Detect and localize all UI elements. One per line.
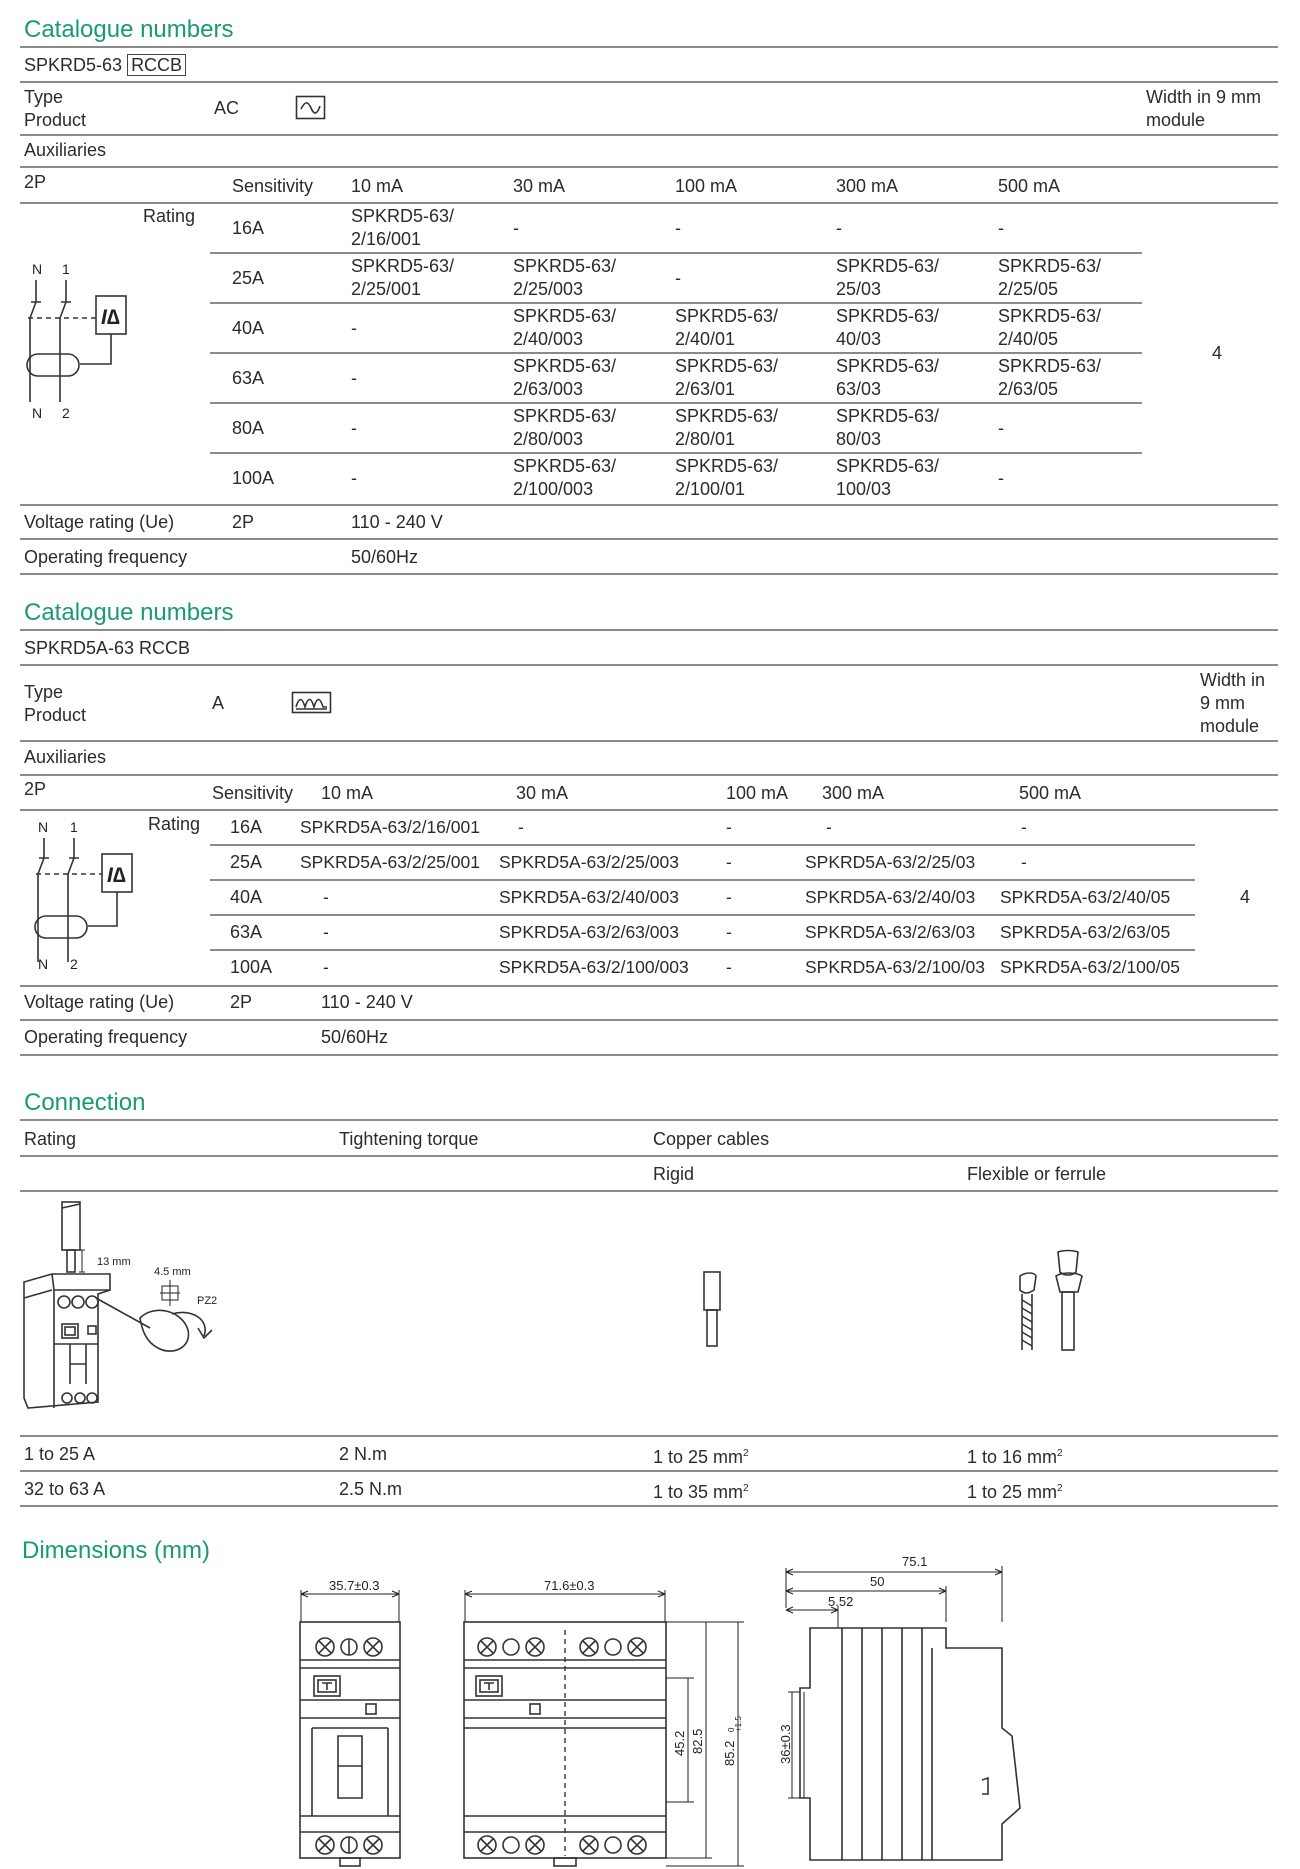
connection-rating-value: 32 to 63 A <box>24 1479 106 1499</box>
width-4p-label: 71.6±0.3 <box>544 1578 595 1593</box>
section1-cell: 2/100/003 <box>513 479 594 499</box>
section2-cell: - <box>726 957 732 977</box>
section1-cell: SPKRD5-63/ <box>513 306 617 326</box>
section2-model: SPKRD5A-63 RCCB <box>24 638 191 658</box>
section2-voltage-label: Voltage rating (Ue) <box>24 992 175 1012</box>
section1-sensitivity-0: 10 mA <box>351 176 404 196</box>
front-view-2p-drawing <box>298 1576 408 1869</box>
section2-poles: 2P <box>24 779 47 799</box>
section1-cell: - <box>998 418 1004 438</box>
section2-cell: SPKRD5A-63/2/100/003 <box>499 957 689 977</box>
section2-sensitivity-3: 300 mA <box>822 783 885 803</box>
idelta-symbol: I∆ <box>107 864 126 887</box>
section2-type-value: A <box>212 693 225 713</box>
section1-cell: SPKRD5-63/ <box>675 406 779 426</box>
section2-cell: - <box>726 922 732 942</box>
connection-torque-label: Tightening torque <box>339 1129 479 1149</box>
section2-sensitivity-label: Sensitivity <box>212 783 294 803</box>
section1-wiring-diagram <box>24 262 134 422</box>
section1-width-value: 4 <box>1212 343 1223 363</box>
flexible-section-text: 1 to 16 mm <box>967 1447 1058 1467</box>
rigid-section-text: 1 to 35 mm <box>653 1482 744 1502</box>
section1-cell: - <box>351 368 357 388</box>
section2-voltage-value: 110 - 240 V <box>321 992 413 1012</box>
section2-width-value: 4 <box>1240 887 1251 907</box>
pulsating-dc-waveform-icon <box>292 692 332 714</box>
section1-cell: SPKRD5-63/ <box>351 256 455 276</box>
side-view-drawing <box>778 1548 1022 1869</box>
squared-sup: 2 <box>743 1483 749 1494</box>
section2-cell: SPKRD5A-63/2/25/03 <box>805 852 976 872</box>
section1-cell: 2/16/001 <box>351 229 422 249</box>
section1-cell: SPKRD5-63/ <box>836 406 940 426</box>
section2-width-label-1: Width in <box>1200 670 1266 690</box>
section1-rating-label: Rating <box>143 206 196 226</box>
section1-cell: SPKRD5-63/ <box>513 406 617 426</box>
section1-sensitivity-2: 100 mA <box>675 176 738 196</box>
section2-row-divider <box>210 949 1195 951</box>
connection-rigid-value <box>653 1442 749 1469</box>
section2-frequency-value: 50/60Hz <box>321 1027 389 1047</box>
section2-cell: - <box>323 957 329 977</box>
flexible-section-text: 1 to 25 mm <box>967 1482 1058 1502</box>
section2-cell: SPKRD5A-63/2/25/003 <box>499 852 679 872</box>
section1-cell: - <box>836 218 842 238</box>
section1-cell: 2/80/01 <box>675 429 736 449</box>
connection-flexible-value <box>967 1477 1063 1504</box>
section2-cell: SPKRD5A-63/2/63/003 <box>499 922 679 942</box>
connection-rigid-value <box>653 1477 749 1504</box>
section2-cell: - <box>726 852 732 872</box>
section1-sensitivity-label: Sensitivity <box>232 176 314 196</box>
section1-rating-25A: 25A <box>232 268 265 288</box>
section2-cell: SPKRD5A-63/2/40/05 <box>1000 887 1171 907</box>
section1-cell: SPKRD5-63/ <box>998 356 1102 376</box>
section2-cell: - <box>726 887 732 907</box>
side-36-label: 36±0.3 <box>778 1724 793 1764</box>
height-45-label: 45.2 <box>672 1730 687 1756</box>
section2-heading: Catalogue numbers <box>24 599 234 626</box>
connection-rating-label: Rating <box>24 1129 77 1149</box>
connection-rating-value: 1 to 25 A <box>24 1444 96 1464</box>
section1-cell: 2/63/003 <box>513 379 584 399</box>
section1-rating-40A: 40A <box>232 318 265 338</box>
section2-width-label-3: module <box>1200 716 1260 736</box>
section2-cell: SPKRD5A-63/2/40/003 <box>499 887 679 907</box>
section2-cell: SPKRD5A-63/2/25/001 <box>300 852 480 872</box>
section2-sensitivity-1: 30 mA <box>516 783 569 803</box>
section1-cell: - <box>513 218 519 238</box>
section1-voltage-poles: 2P <box>232 512 255 532</box>
section1-type-label: Type <box>24 87 64 107</box>
side-total-label: 75.1 <box>902 1554 928 1569</box>
section1-cell: - <box>351 418 357 438</box>
diagram-n-top: N <box>38 819 49 835</box>
section1-model: SPKRD5-63 RCCB <box>24 53 186 77</box>
section2-cell: - <box>323 887 329 907</box>
section1-width-label-1: Width in 9 mm <box>1146 87 1262 107</box>
section1-cell: SPKRD5-63/ <box>836 456 940 476</box>
strip-length-label: 13 mm <box>97 1256 131 1268</box>
section2-row-divider <box>210 914 1195 916</box>
section2-cell: SPKRD5A-63/2/16/001 <box>300 817 480 837</box>
section2-row-divider <box>210 844 1195 846</box>
idelta-symbol: I∆ <box>101 306 120 329</box>
section1-model-tag: RCCB <box>127 54 186 76</box>
section2-cell: SPKRD5A-63/2/40/03 <box>805 887 976 907</box>
section1-cell: - <box>351 318 357 338</box>
height-85-label: 85.2 <box>722 1740 737 1766</box>
section1-type-value: AC <box>214 98 240 118</box>
section1-poles: 2P <box>24 172 47 192</box>
connection-torque-value: 2 N.m <box>339 1444 388 1464</box>
section1-cell: 2/40/05 <box>998 329 1059 349</box>
diagram-one: 1 <box>62 261 70 277</box>
screwdriver-label: PZ2 <box>197 1295 218 1307</box>
section1-auxiliaries: Auxiliaries <box>24 140 107 160</box>
terminal-tightening-illustration <box>22 1198 232 1428</box>
section2-cell: SPKRD5A-63/2/63/03 <box>805 922 976 942</box>
connection-torque-value: 2.5 N.m <box>339 1479 403 1499</box>
section1-cell: 2/100/01 <box>675 479 746 499</box>
section1-rating-80A: 80A <box>232 418 265 438</box>
section2-auxiliaries: Auxiliaries <box>24 747 107 767</box>
section2-cell: SPKRD5A-63/2/100/05 <box>1000 957 1180 977</box>
section1-cell: 2/25/003 <box>513 279 584 299</box>
section1-width-label-2: module <box>1146 110 1206 130</box>
section1-cell: 63/03 <box>836 379 882 399</box>
section1-cell: SPKRD5-63/ <box>513 356 617 376</box>
diagram-two: 2 <box>62 405 70 421</box>
section1-cell: SPKRD5-63/ <box>836 306 940 326</box>
rigid-cable-icon <box>702 1270 726 1350</box>
section2-cell: - <box>323 922 329 942</box>
section1-voltage-value: 110 - 240 V <box>351 512 443 532</box>
section1-cell: 40/03 <box>836 329 882 349</box>
section1-sensitivity-3: 300 mA <box>836 176 899 196</box>
section2-rating-25A: 25A <box>230 852 263 872</box>
diagram-two: 2 <box>70 956 78 972</box>
connection-flexible-value <box>967 1442 1063 1469</box>
section1-cell: 2/25/001 <box>351 279 422 299</box>
rigid-section-text: 1 to 25 mm <box>653 1447 744 1467</box>
squared-sup: 2 <box>743 1448 749 1459</box>
ac-waveform-icon <box>296 96 326 120</box>
section1-rating-16A: 16A <box>232 218 265 238</box>
width-2p-label: 35.7±0.3 <box>329 1578 380 1593</box>
section1-cell: 2/63/01 <box>675 379 736 399</box>
section1-rating-63A: 63A <box>232 368 265 388</box>
section2-cell: - <box>726 817 732 837</box>
side-552-label: 5.52 <box>828 1594 854 1609</box>
section2-cell: SPKRD5A-63/2/100/03 <box>805 957 985 977</box>
section2-frequency-label: Operating frequency <box>24 1027 188 1047</box>
section1-cell: 2/40/003 <box>513 329 584 349</box>
section2-rating-63A: 63A <box>230 922 263 942</box>
section1-frequency-label: Operating frequency <box>24 547 188 567</box>
connection-rigid-label: Rigid <box>653 1164 695 1184</box>
section1-cell: 2/63/05 <box>998 379 1059 399</box>
section2-cell: SPKRD5A-63/2/63/05 <box>1000 922 1171 942</box>
height-85-tolerance-lower: 0 <box>727 1727 736 1732</box>
connection-flexible-label: Flexible or ferrule <box>967 1164 1107 1184</box>
section2-cell: - <box>1021 817 1027 837</box>
front-view-4p-drawing <box>462 1576 762 1869</box>
section1-rating-100A: 100A <box>232 468 275 488</box>
section1-cell: SPKRD5-63/ <box>836 356 940 376</box>
section1-sensitivity-4: 500 mA <box>998 176 1061 196</box>
section1-cell: 100/03 <box>836 479 892 499</box>
section1-cell: - <box>998 218 1004 238</box>
dimensions-heading: Dimensions (mm) <box>22 1537 211 1564</box>
section1-cell: SPKRD5-63/ <box>351 206 455 226</box>
section2-cell: - <box>1021 852 1027 872</box>
section1-product-label: Product <box>24 110 87 130</box>
section1-cell: - <box>675 218 681 238</box>
section2-voltage-poles: 2P <box>230 992 253 1012</box>
section1-cell: SPKRD5-63/ <box>513 456 617 476</box>
section1-cell: 2/40/01 <box>675 329 736 349</box>
section1-cell: - <box>675 268 681 288</box>
section1-cell: SPKRD5-63/ <box>675 306 779 326</box>
section1-cell: SPKRD5-63/ <box>836 256 940 276</box>
diagram-one: 1 <box>70 819 78 835</box>
section1-cell: 80/03 <box>836 429 882 449</box>
screw-size-label: 4.5 mm <box>154 1266 191 1278</box>
section2-product-label: Product <box>24 705 87 725</box>
section1-sensitivity-1: 30 mA <box>513 176 566 196</box>
section1-heading: Catalogue numbers <box>24 16 234 43</box>
section1-cell: 2/80/003 <box>513 429 584 449</box>
section1-cell: SPKRD5-63/ <box>675 356 779 376</box>
section2-cell: - <box>518 817 524 837</box>
section1-voltage-label: Voltage rating (Ue) <box>24 512 175 532</box>
section2-sensitivity-2: 100 mA <box>726 783 789 803</box>
section1-cell: 2/25/05 <box>998 279 1059 299</box>
connection-heading: Connection <box>24 1089 146 1116</box>
height-85-tolerance-upper: +1.5 <box>734 1716 743 1732</box>
section1-cell: SPKRD5-63/ <box>998 306 1102 326</box>
section1-cell: SPKRD5-63/ <box>675 456 779 476</box>
section2-row-divider <box>210 879 1195 881</box>
section2-rating-100A: 100A <box>230 957 273 977</box>
height-82-label: 82.5 <box>690 1728 705 1754</box>
squared-sup: 2 <box>1057 1483 1063 1494</box>
section2-width-label-2: 9 mm <box>1200 693 1245 713</box>
section2-cell: - <box>826 817 832 837</box>
section2-sensitivity-4: 500 mA <box>1019 783 1082 803</box>
section1-frequency-value: 50/60Hz <box>351 547 419 567</box>
diagram-n-top: N <box>32 261 43 277</box>
section1-cell: SPKRD5-63/ <box>513 256 617 276</box>
section2-sensitivity-0: 10 mA <box>321 783 374 803</box>
section1-cell: - <box>351 468 357 488</box>
flexible-ferrule-cable-icon <box>1016 1250 1086 1354</box>
section1-cell: 25/03 <box>836 279 882 299</box>
section2-type-label: Type <box>24 682 64 702</box>
section2-wiring-diagram <box>30 818 140 978</box>
section1-cell: - <box>998 468 1004 488</box>
side-50-label: 50 <box>870 1574 885 1589</box>
diagram-n-bottom: N <box>38 956 49 972</box>
section1-cell: SPKRD5-63/ <box>998 256 1102 276</box>
section2-rating-16A: 16A <box>230 817 263 837</box>
section2-rating-label: Rating <box>148 814 201 834</box>
squared-sup: 2 <box>1057 1448 1063 1459</box>
section2-rating-40A: 40A <box>230 887 263 907</box>
connection-cables-label: Copper cables <box>653 1129 770 1149</box>
diagram-n-bottom: N <box>32 405 43 421</box>
